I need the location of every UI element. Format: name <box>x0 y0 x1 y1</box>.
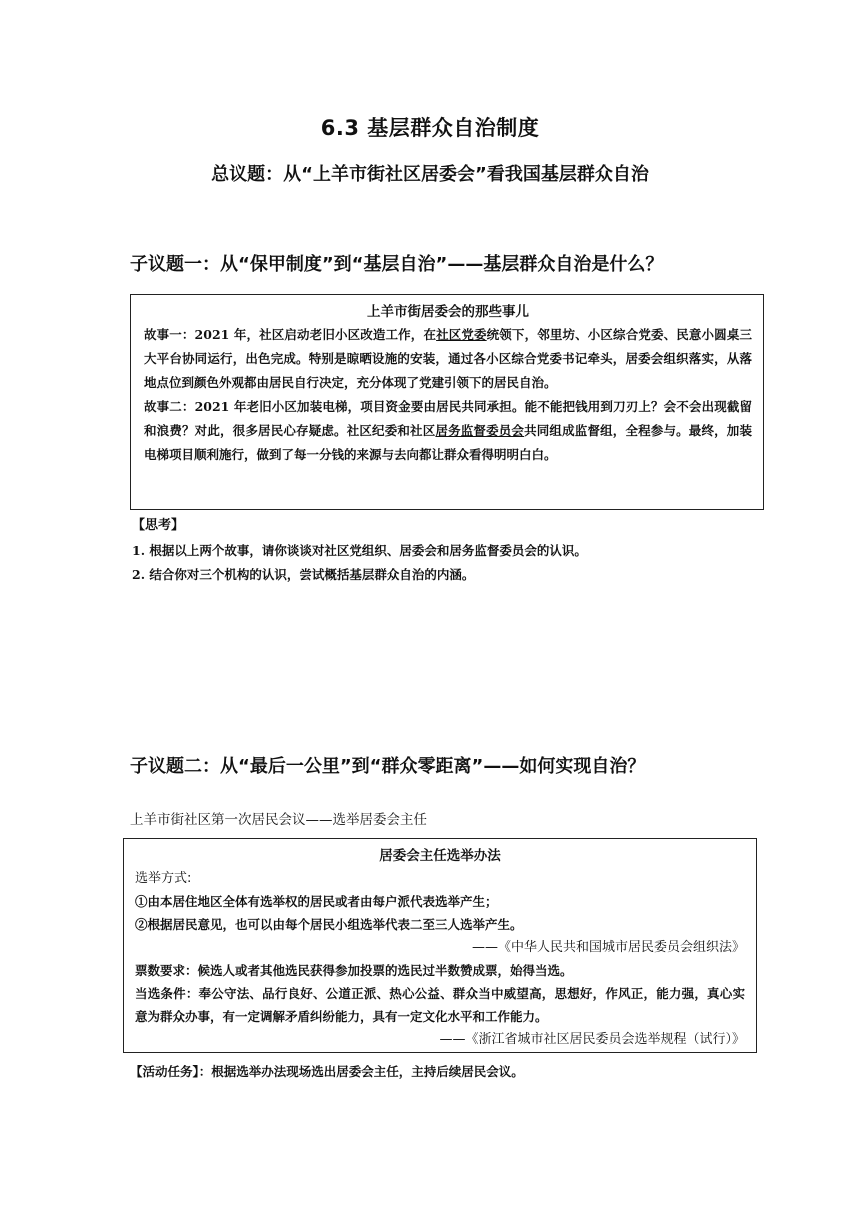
election-box-title: 居委会主任选举办法 <box>379 848 501 864</box>
story-two-text-a: 故事二：2021 年老旧小区加装电梯，项目资金要由居民共同承担。能不能把钱用到刀刃上？会不会出现截留和浪费？对此，很多居民心存疑虑。社区纪委和社区 <box>144 399 752 438</box>
story-one-text-b: 统领下，邻里坊、小区综合党委、民意小圆桌三大平台协同运行，出色完成。特别是晾晒设施的安装，通过各小区综合党委书记牵头，居委会组织落实，从落地点位到颜色外观都由居民自行决定，充分体现了党建引领下的居民自治。 <box>144 327 752 390</box>
source-1: ——《中华人民共和国城市居民委员会组织法》 <box>471 940 745 955</box>
story-two-text-b: 共同组成监督组，全程参与。最终，加装电梯项目顺利施行，做到了每一分钱的来源与去向都让群众看得明明白白。 <box>144 423 752 462</box>
story-one <box>144 323 752 395</box>
topic2-intro: 上羊市街社区第一次居民会议——选举居委会主任 <box>130 812 427 828</box>
source-2: ——《浙江省城市社区居民委员会选举规程（试行）》 <box>439 1032 745 1047</box>
topic2-heading: 子议题二：从“最后一公里”到“群众零距离”——如何实现自治？ <box>130 756 646 777</box>
method-2: ②根据居民意见，也可以由每个居民小组选举代表二至三人选举产生。 <box>135 917 523 932</box>
question-2: 2. 结合你对三个机构的认识，尝试概括基层群众自治的内涵。 <box>132 567 475 582</box>
activity-task: 【活动任务】：根据选举办法现场选出居委会主任，主持后续居民会议。 <box>130 1064 524 1079</box>
story-one-underlined: 社区党委 <box>436 327 487 342</box>
story-one-text-a: 故事一：2021 年，社区启动老旧小区改造工作，在 <box>144 327 437 342</box>
election-box <box>123 838 757 1053</box>
story-box <box>130 294 764 510</box>
story-box-title: 上羊市街居委会的那些事儿 <box>367 304 529 320</box>
page-subtitle: 总议题：从“上羊市街社区居委会”看我国基层群众自治 <box>211 164 649 185</box>
method-1: ①由本居住地区全体有选举权的居民或者由每户派代表选举产生； <box>135 894 498 909</box>
story-two <box>144 395 752 467</box>
question-1: 1. 根据以上两个故事，请你谈谈对社区党组织、居委会和居务监督委员会的认识。 <box>132 543 587 558</box>
story-two-underlined: 居务监督委员会 <box>435 423 525 438</box>
method-label: 选举方式: <box>135 871 192 886</box>
vote-requirement: 票数要求：候选人或者其他选民获得参加投票的选民过半数赞成票，始得当选。 <box>135 963 573 978</box>
eligibility-conditions: 当选条件：奉公守法、品行良好、公道正派、热心公益、群众当中威望高，思想好，作风正，能力强，真心实意为群众办事，有一定调解矛盾纠纷能力，具有一定文化水平和工作能力。 <box>135 986 745 1024</box>
think-label: 【思考】 <box>132 518 185 533</box>
topic1-heading: 子议题一：从“保甲制度”到“基层自治”——基层群众自治是什么？ <box>130 254 664 275</box>
page-title: 6.3 基层群众自治制度 <box>320 116 540 140</box>
